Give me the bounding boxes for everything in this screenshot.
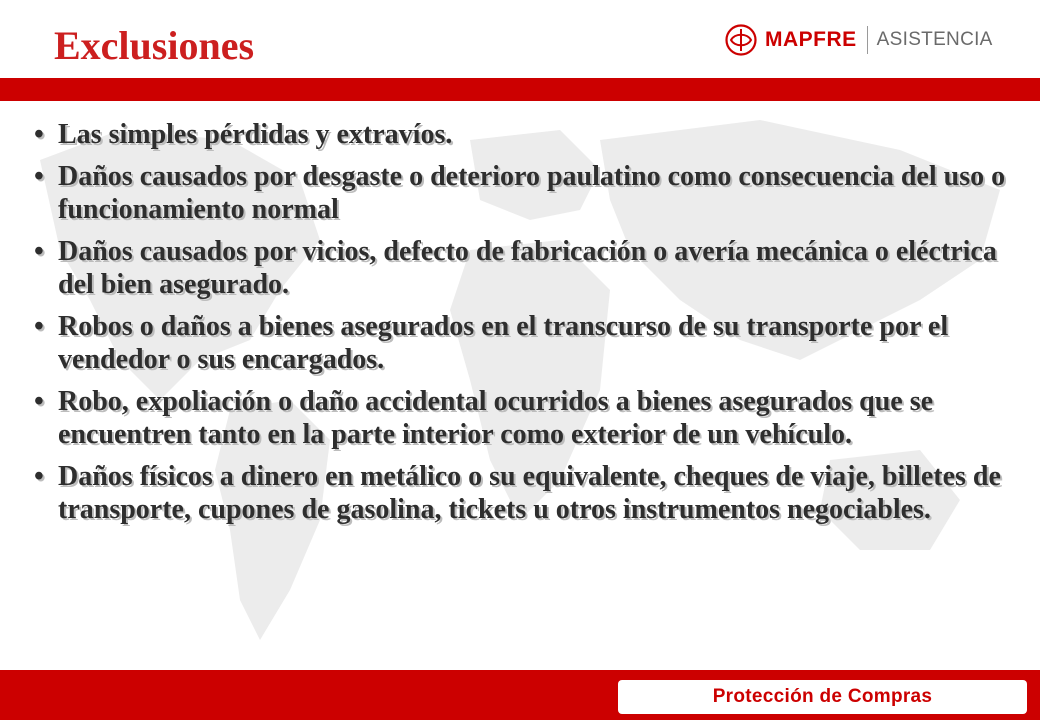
header-red-band — [0, 78, 1040, 101]
footer-label: Protección de Compras — [618, 680, 1027, 714]
exclusion-item: • Daños causados por vicios, defecto de fabricación o avería mecánica o eléctrica del bien asegurado. — [32, 235, 1017, 301]
logo-brand-text: MAPFRE — [765, 28, 857, 51]
exclusion-item: • Daños causados por desgaste o deterioro paulatino como consecuencia del uso o funcionamiento normal — [32, 160, 1017, 226]
mapfre-asistencia-logo — [724, 22, 993, 58]
logo-division-text: ASISTENCIA — [876, 29, 993, 50]
exclusion-item: • Robos o daños a bienes asegurados en el transcurso de su transporte por el vendedor o sus encargados. — [32, 310, 1017, 376]
exclusions-list — [32, 118, 1017, 535]
exclusion-item: • Daños físicos a dinero en metálico o su equivalente, cheques de viaje, billetes de transporte, cupones de gasolina, tickets u otros instrumentos negociables. — [32, 460, 1017, 526]
slide-title: Exclusiones — [54, 23, 255, 68]
exclusion-item: • Robo, expoliación o daño accidental ocurridos a bienes asegurados que se encuentren tanto en la parte interior como exterior de un vehículo. — [32, 385, 1017, 451]
logo-divider — [867, 26, 868, 54]
exclusion-item: • Las simples pérdidas y extravíos. — [32, 118, 1017, 151]
mapfre-emblem-icon — [724, 23, 758, 57]
